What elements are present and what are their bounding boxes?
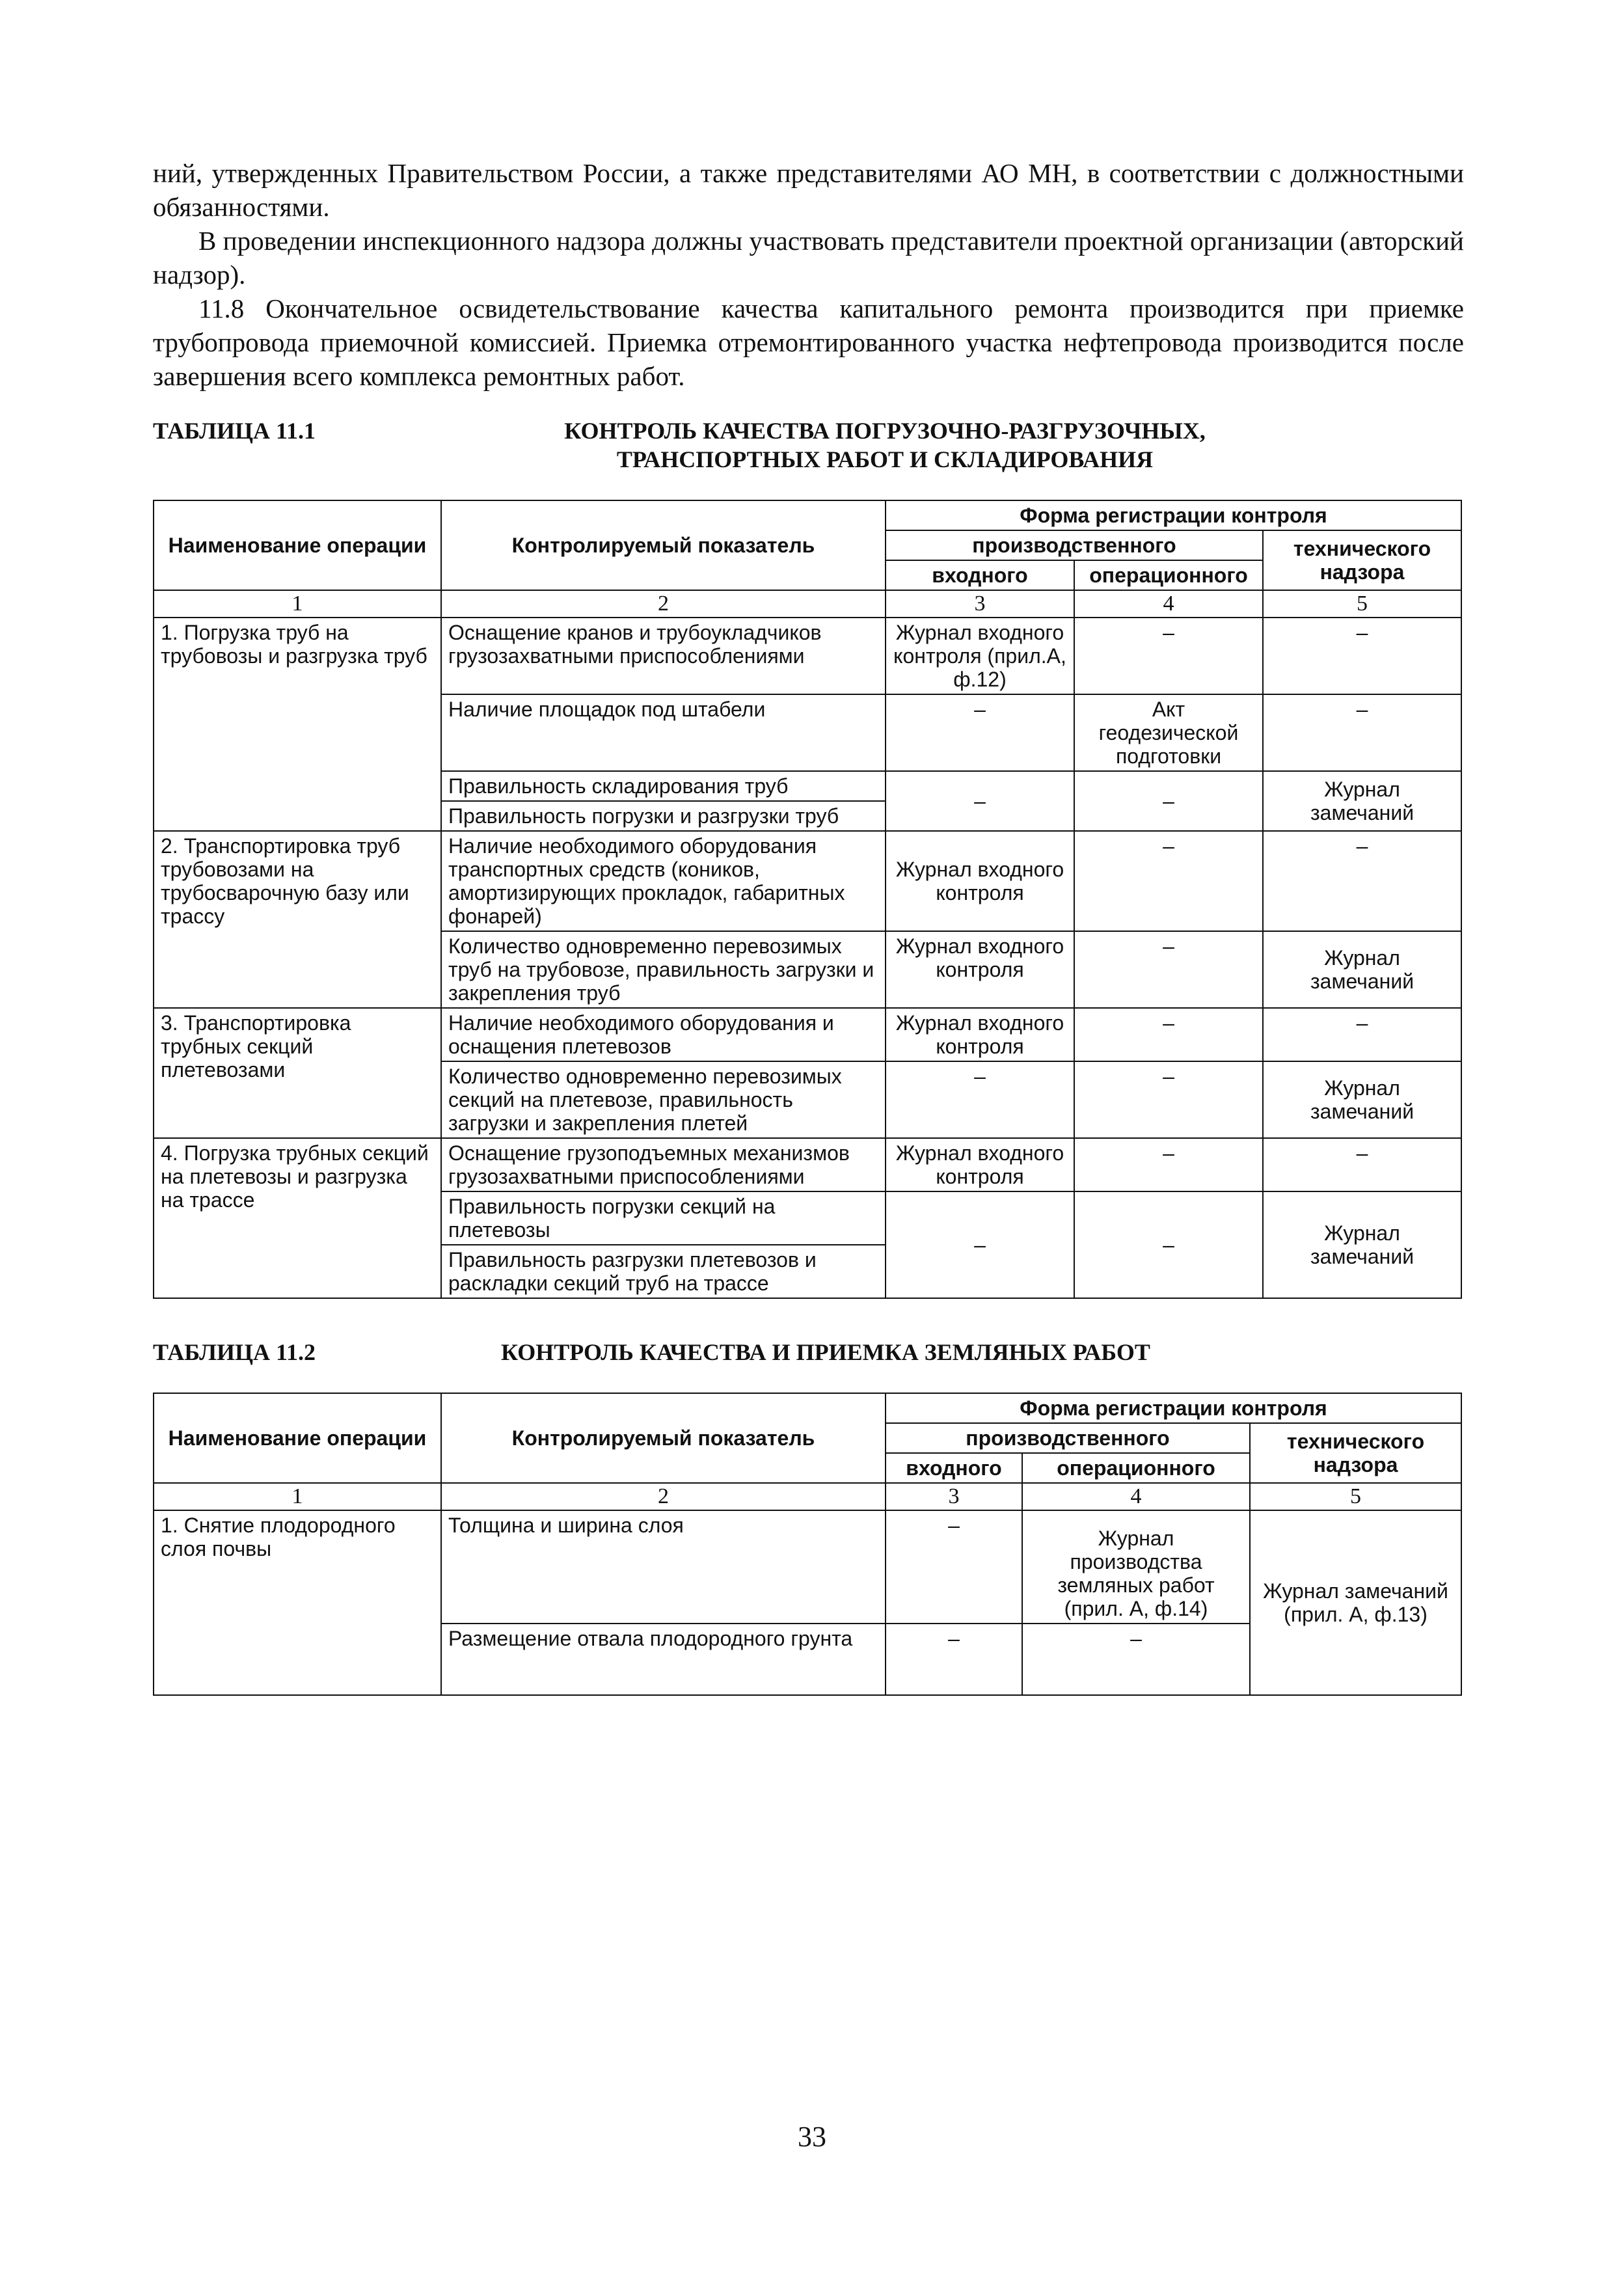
incoming-cell: – <box>886 694 1074 771</box>
incoming-cell: Журнал входного контроля <box>886 1138 1074 1191</box>
header-operation: Наименование операции <box>154 500 441 590</box>
operation-cell: 1. Снятие плодородного слоя почвы <box>154 1510 441 1695</box>
operational-cell: – <box>1074 931 1263 1008</box>
table-1-title-line-1: КОНТРОЛЬ КАЧЕСТВА ПОГРУЗОЧНО-РАЗГРУЗОЧНЫХ, <box>564 418 1206 444</box>
table-1-caption <box>153 416 1464 474</box>
indicator-cell: Количество одновременно перевозимых секций на плетевозе, правильность загрузки и закрепления плетей <box>441 1061 886 1138</box>
header-indicator: Контролируемый показатель <box>441 500 886 590</box>
header-operation: Наименование операции <box>154 1393 441 1483</box>
indicator-cell: Правильность погрузки секций на плетевозы <box>441 1191 886 1245</box>
header-operational: операционного <box>1022 1453 1250 1483</box>
incoming-cell: Журнал входного контроля <box>886 1008 1074 1061</box>
operational-cell: – <box>1074 1191 1263 1298</box>
incoming-cell: – <box>886 771 1074 831</box>
column-number: 3 <box>886 590 1074 618</box>
header-incoming: входного <box>886 560 1074 590</box>
header-operational: операционного <box>1074 560 1263 590</box>
operational-cell: – <box>1022 1624 1250 1695</box>
column-number: 3 <box>886 1483 1022 1510</box>
operational-cell: – <box>1074 1061 1263 1138</box>
table-header-row <box>154 1393 1461 1423</box>
header-form: Форма регистрации контроля <box>886 500 1461 530</box>
operational-cell: Акт геодезической подготовки <box>1074 694 1263 771</box>
table-header-row <box>154 500 1461 530</box>
table-2-title: КОНТРОЛЬ КАЧЕСТВА И ПРИЕМКА ЗЕМЛЯНЫХ РАБОТ <box>501 1339 1150 1365</box>
incoming-cell: – <box>886 1510 1022 1624</box>
header-technical: технического надзора <box>1263 530 1461 590</box>
indicator-cell: Толщина и ширина слоя <box>441 1510 886 1624</box>
column-number: 5 <box>1250 1483 1461 1510</box>
column-number: 2 <box>441 1483 886 1510</box>
table-2 <box>153 1393 1462 1696</box>
table-row <box>154 1008 1461 1061</box>
indicator-cell: Оснащение грузоподъемных механизмов грузозахватными приспособлениями <box>441 1138 886 1191</box>
header-indicator: Контролируемый показатель <box>441 1393 886 1483</box>
table-1-title-line-2: ТРАНСПОРТНЫХ РАБОТ И СКЛАДИРОВАНИЯ <box>616 446 1154 472</box>
table-1-title <box>501 416 1464 474</box>
table-row <box>154 618 1461 694</box>
column-number: 1 <box>154 590 441 618</box>
header-form: Форма регистрации контроля <box>886 1393 1461 1423</box>
indicator-cell: Правильность разгрузки плетевозов и раскладки секций труб на трассе <box>441 1245 886 1298</box>
technical-cell: Журнал замечаний <box>1263 771 1461 831</box>
operational-cell: – <box>1074 831 1263 931</box>
table-row <box>154 1138 1461 1191</box>
paragraph-11-8: 11.8 Окончательное освидетельствование качества капитального ремонта производится при приемке трубопровода приемочной комиссией. Приемка отремонтированного участка нефтепровода производится после завершения всего комплекса ремонтных работ. <box>153 293 1464 391</box>
technical-cell: – <box>1263 1008 1461 1061</box>
paragraph-continuation: ний, утвержденных Правительством России, а также представителями АО МН, в соответствии с должностными обязанностями. <box>153 158 1464 222</box>
technical-cell: Журнал замечаний (прил. А, ф.13) <box>1250 1510 1461 1695</box>
table-2-caption <box>153 1338 1464 1366</box>
header-incoming: входного <box>886 1453 1022 1483</box>
header-production: производственного <box>886 530 1263 560</box>
operational-cell: – <box>1074 1008 1263 1061</box>
operational-cell: – <box>1074 1138 1263 1191</box>
operation-cell: 2. Транспортировка труб трубовозами на трубосварочную базу или трассу <box>154 831 441 1008</box>
header-production: производственного <box>886 1423 1250 1453</box>
incoming-cell: – <box>886 1061 1074 1138</box>
table-row <box>154 831 1461 931</box>
column-number: 1 <box>154 1483 441 1510</box>
technical-cell: Журнал замечаний <box>1263 931 1461 1008</box>
incoming-cell: – <box>886 1624 1022 1695</box>
paragraph-inspection: В проведении инспекционного надзора должны участвовать представители проектной организации (авторский надзор). <box>153 226 1464 290</box>
operational-cell: – <box>1074 771 1263 831</box>
indicator-cell: Наличие необходимого оборудования и оснащения плетевозов <box>441 1008 886 1061</box>
technical-cell: Журнал замечаний <box>1263 1191 1461 1298</box>
technical-cell: – <box>1263 1138 1461 1191</box>
indicator-cell: Количество одновременно перевозимых труб на трубовозе, правильность загрузки и закрепления труб <box>441 931 886 1008</box>
indicator-cell: Оснащение кранов и трубоукладчиков грузозахватными приспособлениями <box>441 618 886 694</box>
column-number: 4 <box>1074 590 1263 618</box>
technical-cell: – <box>1263 618 1461 694</box>
operational-cell: Журнал производства земляных работ (прил. А, ф.14) <box>1022 1510 1250 1624</box>
incoming-cell: – <box>886 1191 1074 1298</box>
table-1-number: ТАБЛИЦА 11.1 <box>153 418 316 444</box>
page <box>153 156 1464 1696</box>
column-numbers-row <box>154 590 1461 618</box>
incoming-cell: Журнал входного контроля <box>886 931 1074 1008</box>
operation-cell: 4. Погрузка трубных секций на плетевозы и разгрузка на трассе <box>154 1138 441 1298</box>
column-number: 4 <box>1022 1483 1250 1510</box>
header-technical: технического надзора <box>1250 1423 1461 1483</box>
incoming-cell: Журнал входного контроля <box>886 831 1074 931</box>
technical-cell: – <box>1263 694 1461 771</box>
indicator-cell: Правильность погрузки и разгрузки труб <box>441 801 886 831</box>
table-1 <box>153 500 1462 1299</box>
table-row <box>154 1510 1461 1624</box>
table-2-number: ТАБЛИЦА 11.2 <box>153 1339 316 1365</box>
indicator-cell: Правильность складирования труб <box>441 771 886 801</box>
technical-cell: – <box>1263 831 1461 931</box>
indicator-cell: Размещение отвала плодородного грунта <box>441 1624 886 1695</box>
column-number: 2 <box>441 590 886 618</box>
indicator-cell: Наличие необходимого оборудования транспортных средств (коников, амортизирующих прокладок, габаритных фонарей) <box>441 831 886 931</box>
column-number: 5 <box>1263 590 1461 618</box>
column-numbers-row <box>154 1483 1461 1510</box>
operational-cell: – <box>1074 618 1263 694</box>
operation-cell: 1. Погрузка труб на трубовозы и разгрузка труб <box>154 618 441 831</box>
page-number: 33 <box>798 2121 826 2153</box>
incoming-cell: Журнал входного контроля (прил.А, ф.12) <box>886 618 1074 694</box>
indicator-cell: Наличие площадок под штабели <box>441 694 886 771</box>
technical-cell: Журнал замечаний <box>1263 1061 1461 1138</box>
operation-cell: 3. Транспортировка трубных секций плетевозами <box>154 1008 441 1138</box>
